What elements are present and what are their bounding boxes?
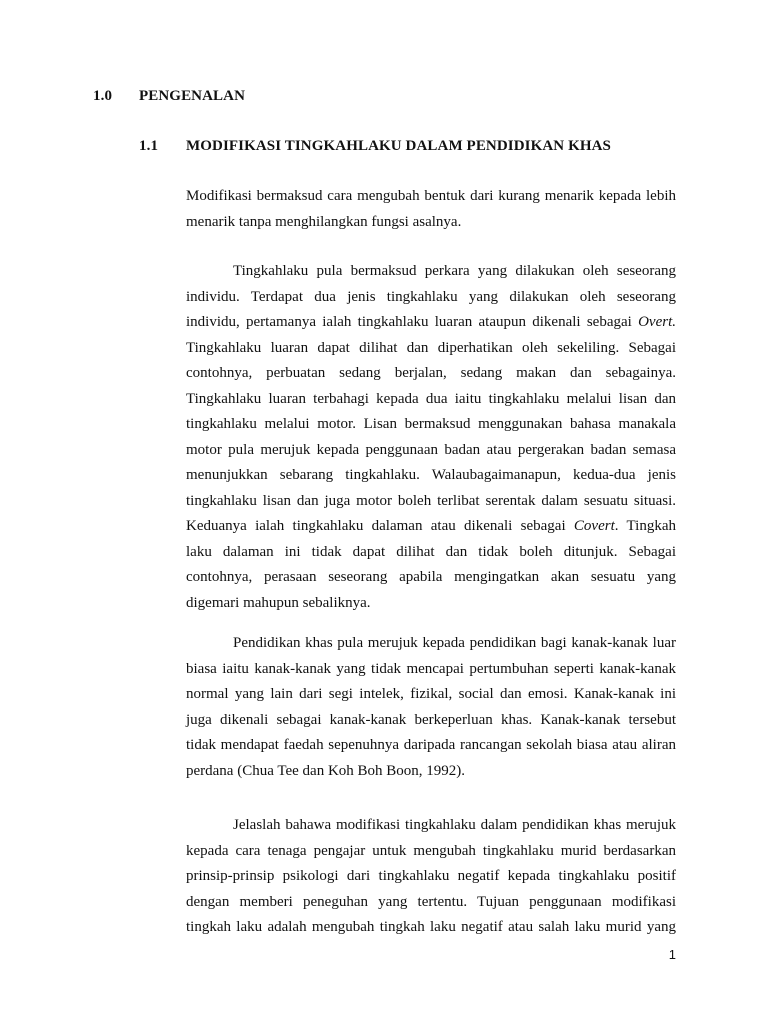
- paragraph-definition-tingkahlaku: [186, 259, 676, 616]
- paragraph-definition-pendidikan-khas: [186, 631, 676, 784]
- paragraph-line: contohnya, perbuatan sedang berjalan, sedang makan dan sebagainya.: [186, 365, 676, 381]
- line-suffix: . Tingkah: [614, 518, 676, 534]
- paragraph-line: prinsip-prinsip psikologi dari tingkahlaku negatif kepada tingkahlaku positif: [186, 868, 676, 884]
- paragraph-conclusion: [186, 813, 676, 941]
- paragraph-line: individu. Terdapat dua jenis tingkahlaku yang dilakukan oleh seseorang: [186, 288, 676, 305]
- italic-term-overt: Overt.: [638, 314, 676, 330]
- paragraph-line-with-term: [186, 514, 676, 540]
- paragraph-line: Tingkahlaku luaran terbahagi kepada dua iaitu tingkahlaku melalui lisan dan: [186, 390, 676, 407]
- paragraph-line: tingkahlaku lisan dan juga motor boleh terlibat serentak dalam sesuatu situasi.: [186, 492, 676, 509]
- section-title: PENGENALAN: [139, 88, 246, 104]
- paragraph-line: juga dikenali sebagai kanak-kanak berkeperluan khas. Kanak-kanak tersebut: [186, 711, 676, 728]
- paragraph-line: tingkahlaku melalui motor. Lisan bermaksud menggunakan bahasa manakala: [186, 416, 676, 432]
- paragraph-line: Tingkahlaku pula bermaksud perkara yang dilakukan oleh seseorang: [233, 263, 676, 279]
- paragraph-line: digemari mahupun sebaliknya.: [186, 594, 371, 611]
- paragraph-line-with-term: [186, 310, 676, 336]
- paragraph-line: Modifikasi bermaksud cara mengubah bentuk dari kurang menarik kepada lebih: [186, 188, 676, 204]
- paragraph-line: normal yang lain dari segi intelek, fizikal, social dan emosi. Kanak-kanak ini: [186, 686, 676, 702]
- paragraph-line: contohnya, perasaan seseorang apabila mengingatkan akan sesuatu yang: [186, 569, 676, 585]
- paragraph-line: menarik tanpa menghilangkan fungsi asalnya.: [186, 213, 462, 230]
- paragraph-line: Jelaslah bahawa modifikasi tingkahlaku dalam pendidikan khas merujuk: [233, 817, 676, 833]
- paragraph-line: Tingkahlaku luaran dapat dilihat dan diperhatikan oleh sekeliling. Sebagai: [186, 339, 676, 356]
- paragraph-definition-modifikasi: [186, 184, 676, 235]
- paragraph-line: Pendidikan khas pula merujuk kepada pendidikan bagi kanak-kanak luar: [233, 635, 676, 651]
- page-number: 1: [668, 947, 676, 962]
- subsection-title: MODIFIKASI TINGKAHLAKU DALAM PENDIDIKAN KHAS: [186, 138, 611, 154]
- paragraph-line: tingkah laku adalah mengubah tingkah laku negatif atau salah laku murid yang: [186, 919, 676, 935]
- paragraph-line: motor pula merujuk kepada penggunaan badan atau pergerakan badan semasa: [186, 441, 676, 458]
- paragraph-line: laku dalaman ini tidak dapat dilihat dan tidak boleh ditunjuk. Sebagai: [186, 543, 676, 560]
- paragraph-line: tidak mendapat faedah sepenuhnya daripada rancangan sekolah biasa atau aliran: [186, 737, 676, 753]
- paragraph-line: perdana (Chua Tee dan Koh Boh Boon, 1992).: [186, 762, 466, 779]
- subsection-number: 1.1: [139, 138, 159, 154]
- paragraph-line: menunjukkan sebarang tingkahlaku. Walaubagaimanapun, kedua-dua jenis: [186, 467, 676, 483]
- section-number: 1.0: [93, 88, 113, 104]
- paragraph-line: dengan memberi peneguhan yang tertentu. Tujuan penggunaan modifikasi: [186, 893, 676, 910]
- italic-term-covert: Covert: [573, 518, 615, 534]
- line-text: Keduanya ialah tingkahlaku dalaman atau dikenali sebagai: [186, 518, 566, 534]
- paragraph-line: kepada cara tenaga pengajar untuk mengubah tingkahlaku murid berdasarkan: [186, 842, 676, 859]
- paragraph-line: biasa iaitu kanak-kanak yang tidak mencapai pertumbuhan seperti kanak-kanak: [186, 660, 676, 677]
- line-text: individu, pertamanya ialah tingkahlaku luaran ataupun dikenali sebagai: [186, 314, 632, 330]
